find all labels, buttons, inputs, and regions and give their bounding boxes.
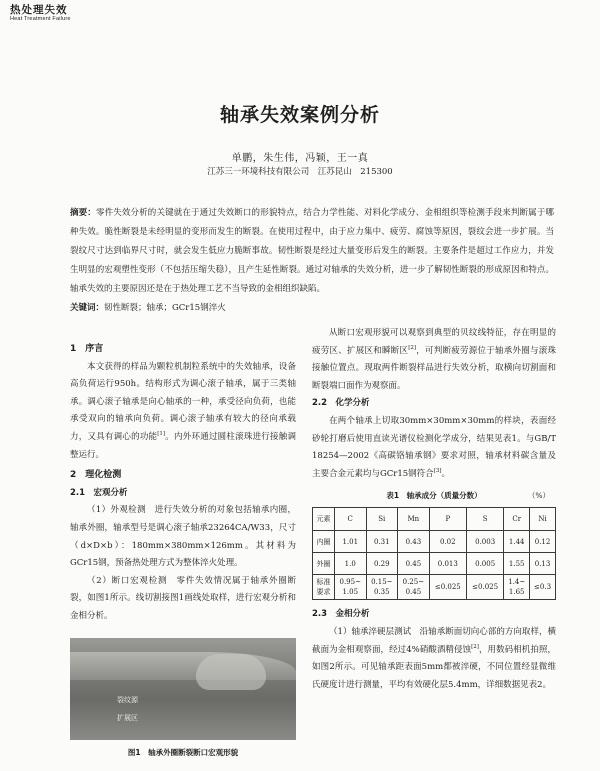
table-cell: 0.005: [466, 553, 503, 575]
journal-name-en: Heat Treatment Failure: [10, 16, 71, 22]
journal-name-cn: 热处理失效: [10, 4, 68, 16]
table-cell: 0.31: [366, 531, 398, 553]
section-2-3-paragraph: （1）轴承淬硬层测试 沿轴承断面切向心部的方向取样，横截面为金相观察面，经过4%硝酸酒精侵蚀[2]，用数码相机拍照，如图2所示。可见轴承距表面5mm都被淬硬，不同位置经显微维氏硬度计进行测量，平均有效硬化层5.4mm，详细数据见表2。: [312, 626, 556, 690]
table-cell: 0.02: [429, 531, 466, 553]
table-cell: 1.0: [334, 553, 366, 575]
section-2-2-heading: 2.2 化学分析: [312, 398, 370, 409]
fracture-zone: [196, 654, 266, 690]
table-header-cell: Cr: [504, 508, 530, 531]
left-column: [70, 338, 296, 761]
table-cell: 1.44: [504, 531, 530, 553]
table-header-cell: Si: [366, 508, 398, 531]
table-cell: 0.45: [398, 553, 430, 575]
table-cell: 内圈: [313, 531, 335, 553]
table-cell: 0.95~ 1.05: [334, 575, 366, 600]
table-header-row: [313, 508, 556, 531]
section-2-heading: 2 理化检测: [70, 470, 122, 481]
section-2-1-heading: 2.1 宏观分析: [70, 487, 128, 498]
figure-1-photo: [70, 638, 296, 740]
table-header-cell: P: [429, 508, 466, 531]
keywords-text: 韧性断裂；轴承；GCr15钢淬火: [104, 303, 226, 313]
section-2-3-heading: 2.3 金相分析: [312, 609, 370, 620]
keywords-label: 关键词：: [70, 303, 105, 313]
section-2-1-paragraph-2: （2）断口宏观检测 零件失效情况属于轴承外圈断裂，如图1所示。线切割接图1画线处取样，进行宏观分析和金相分析。: [70, 575, 296, 621]
article-affiliation: 江苏三一环境科技有限公司 江苏昆山 215300: [207, 167, 393, 177]
table-1-unit: （%）: [527, 491, 550, 501]
right-column: [312, 325, 556, 694]
figure-1-caption: 图1 轴承外圈断裂断口宏观形貌: [127, 747, 239, 757]
table-cell: 1.4~ 1.65: [504, 575, 530, 600]
table-cell: 0.013: [429, 553, 466, 575]
table-header-cell: Mn: [398, 508, 430, 531]
table-cell: 0.15~ 0.35: [366, 575, 398, 600]
table-cell: ≤0.3: [530, 575, 556, 600]
table-header-cell: C: [334, 508, 366, 531]
figure-label-propagation: 扩展区: [117, 713, 138, 722]
composition-table: [312, 507, 556, 600]
table-1-caption-row: [312, 487, 556, 507]
table-cell: 0.25~ 0.45: [398, 575, 430, 600]
table-cell: 0.43: [398, 531, 430, 553]
table-row: [313, 575, 556, 600]
table-cell: ≤0.025: [466, 575, 503, 600]
section-1-heading: 1 序言: [70, 344, 104, 354]
table-cell: 外圈: [313, 553, 335, 575]
table-cell: 1.01: [334, 531, 366, 553]
table-cell: 1.55: [504, 553, 530, 575]
table-row: [313, 553, 556, 575]
table-1-caption: 表1 轴承成分（质量分数）: [386, 491, 482, 501]
abstract-block: [70, 204, 554, 318]
table-cell: 0.29: [366, 553, 398, 575]
table-cell: 标准 要求: [313, 575, 335, 600]
abstract-text: 零件失效分析的关键就在于通过失效断口的形貌特点，结合力学性能、对料化学成分、金相组织等检测手段来判断属于哪种失效。脆性断裂是未经明显的变形而发生的断裂。在使用过程中，由于应力集中、疲劳、腐蚀等原因，裂纹会进一步扩展。当裂纹尺寸达到临界尺寸时，就会发生低应力脆断事故。韧性断裂是经过大量变形后发生的断裂。主要条件是超过工作应力，并发生明显的宏观塑性变形（不包括压缩失稳），且产生延性断裂。通过对轴承的失效分析，进一步了解韧性断裂的形成原因和特点。轴承失效的主要原因还是在于热处理工艺不当导致的金相组织缺陷。: [70, 208, 554, 294]
table-cell: 0.12: [530, 531, 556, 553]
table-header-cell: S: [466, 508, 503, 531]
table-cell: ≤0.025: [429, 575, 466, 600]
section-2-1-paragraph-1: （1）外观检测 进行失效分析的对象包括轴承内圈，轴承外圈，轴承型号是调心滚子轴承23264CA/W33，尺寸（d×D×b）：180mm×380mm×126mm。其材料为GCr15钢，预备热处理方式为整体淬火处理。: [70, 505, 296, 569]
fracture-observation-paragraph: 从断口宏观形貌可以观察到典型的贝纹线特征，存在明显的疲劳区、扩展区和瞬断区[2]，可判断疲劳源位于轴承外圈与滚珠接触位置点。现取两件断裂样品进行失效分析，取横向切割面和断裂端口面作为观察面。: [312, 328, 556, 391]
section-2-2-paragraph: 在两个轴承上切取30mm×30mm×30mm的样块，表面经砂轮打磨后使用直读光谱仪检测化学成分，结果见表1。与GB/T 18254—2002《高碳铬轴承钢》要求对照，轴承材料碳含量及主要合金元素均与GCr15钢符合[3]。: [312, 415, 556, 479]
figure-label-crack-source: 裂纹源: [117, 695, 138, 704]
article-authors: 单鹏，朱生伟，冯颖，王一真: [231, 153, 369, 164]
table-header-cell: 元素: [313, 508, 335, 531]
journal-header: [10, 2, 71, 22]
abstract-label: 摘要：: [70, 208, 96, 218]
section-1-paragraph: 本文获得的样品为颗粒机制粒系统中的失效轴承，设备高负荷运行950h。结构形式为调心滚子轴承，属于三类轴承。调心滚子轴承是向心轴承的一种，承受径向负荷，也能承受双向的轴承向负荷。调心滚子轴承有较大的径向承载力，又具有调心的功能[1]。内外环通过圆柱滚珠进行接触调整运行。: [70, 361, 296, 460]
table-header-cell: Ni: [530, 508, 556, 531]
table-cell: 0.003: [466, 531, 503, 553]
article-title: 轴承失效案例分析: [219, 104, 380, 126]
table-cell: 0.13: [530, 553, 556, 575]
table-row: [313, 531, 556, 553]
